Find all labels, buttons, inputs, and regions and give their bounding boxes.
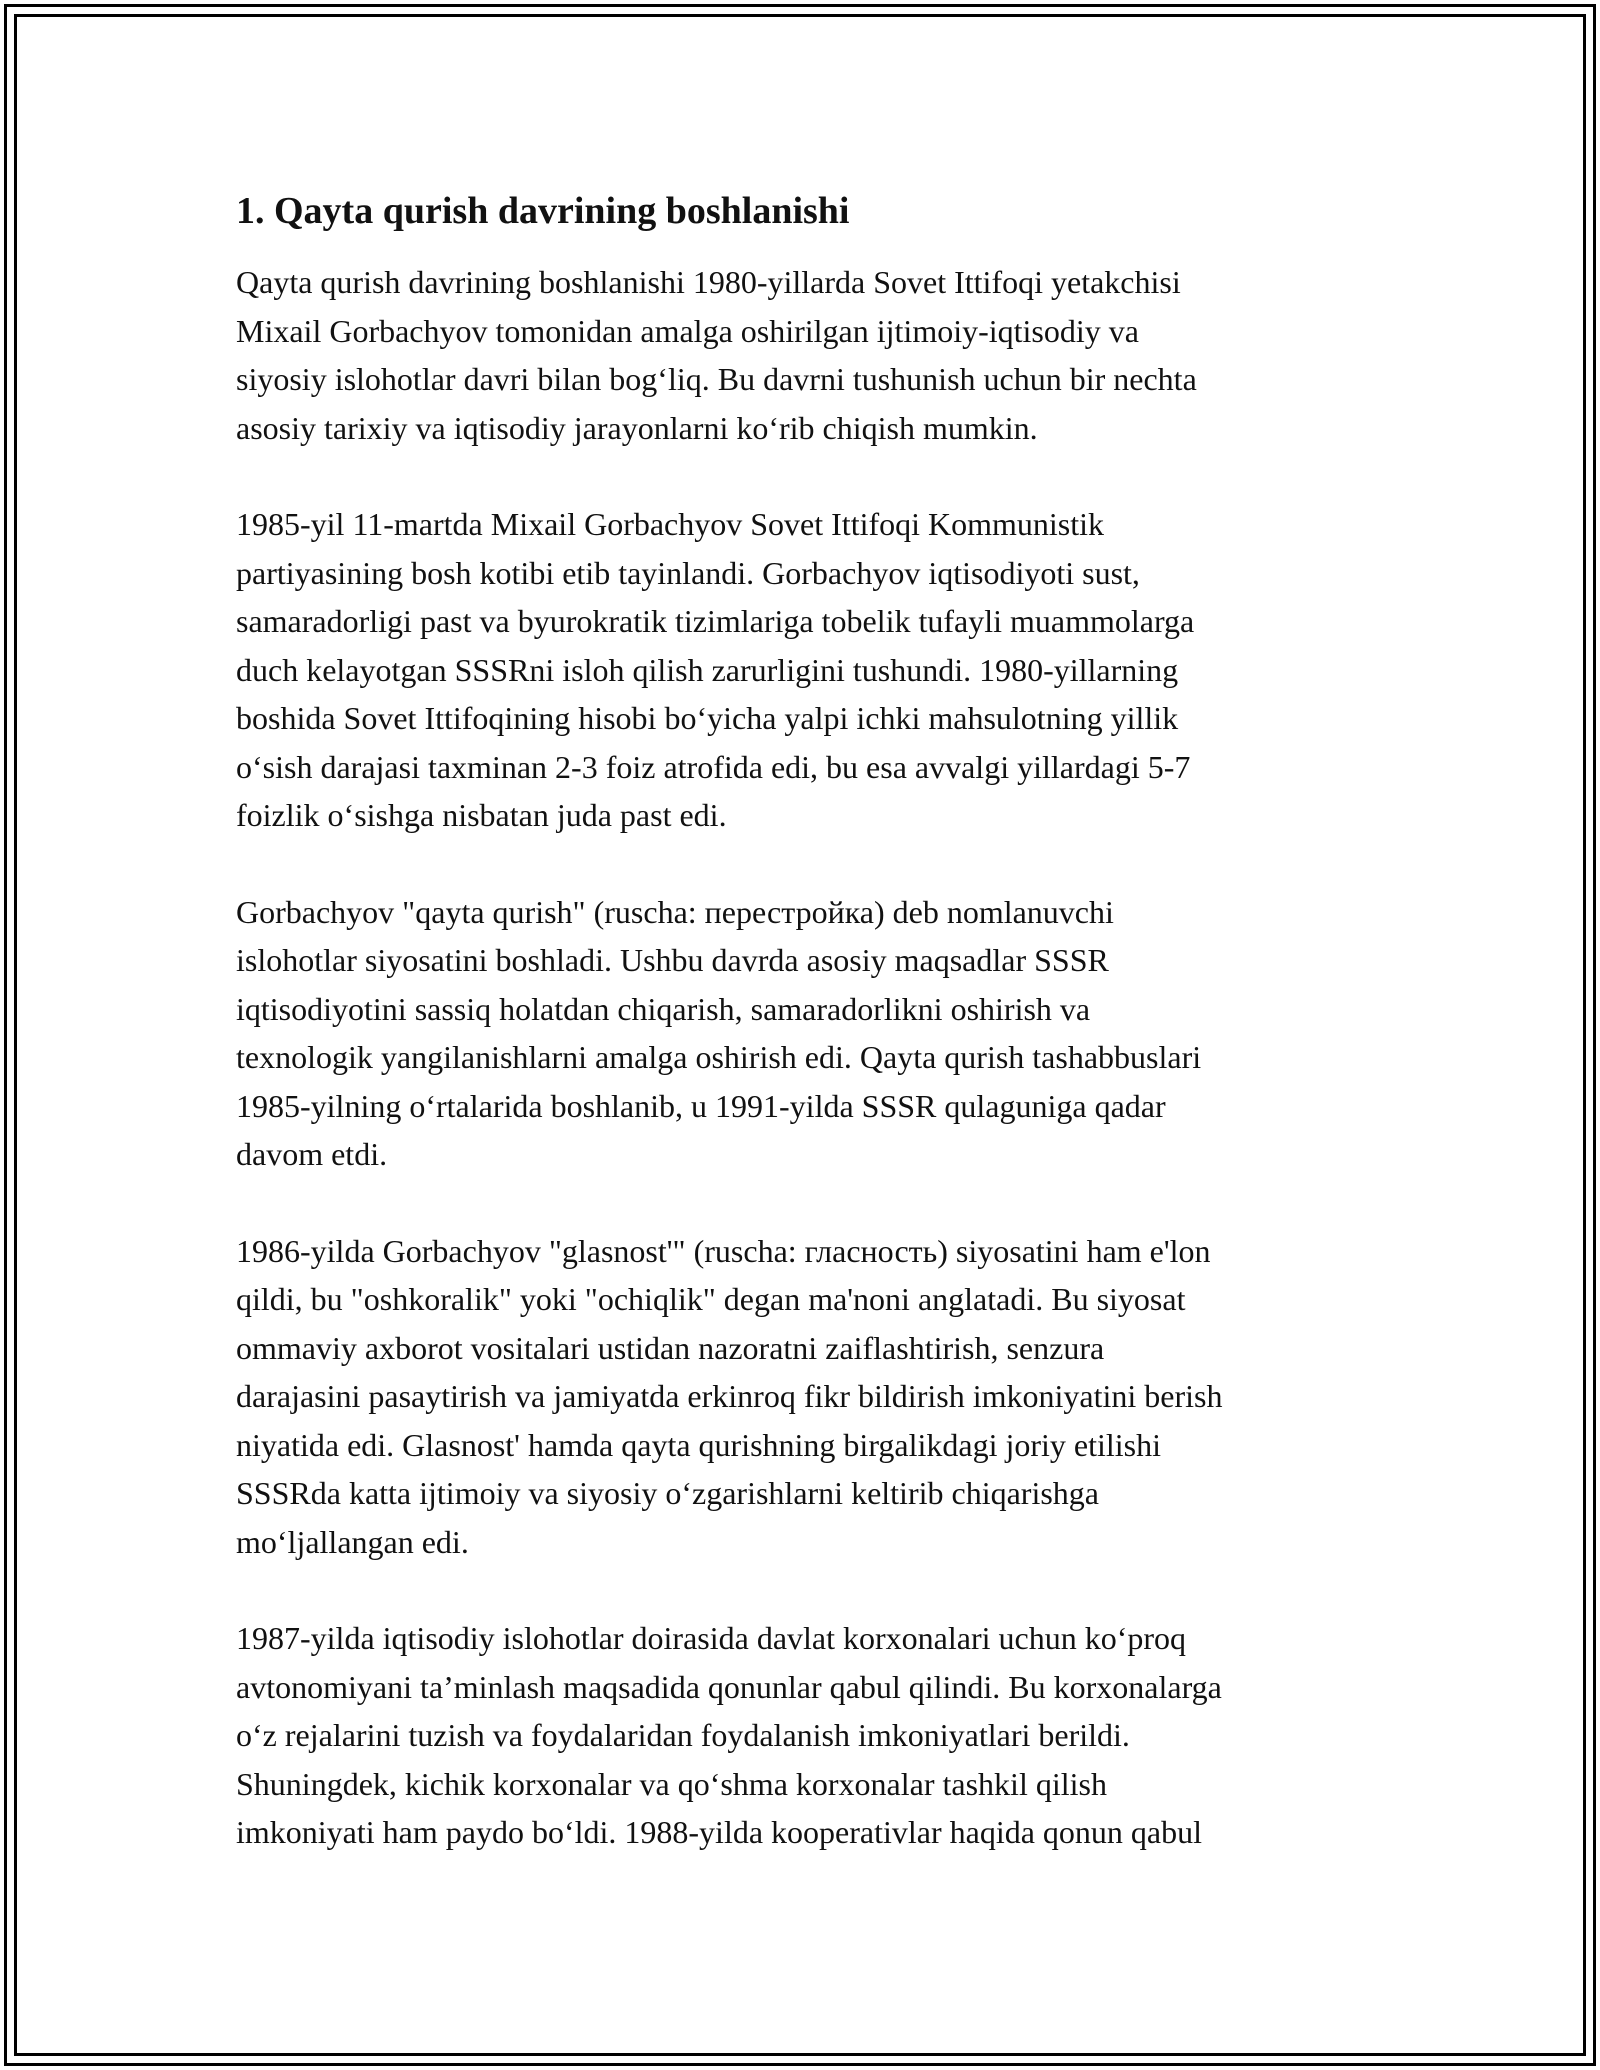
section-heading: 1. Qayta qurish davrining boshlanishi	[236, 190, 850, 232]
paragraph-glasnost: 1986-yilda Gorbachyov "glasnost'" (ruscha: гласность) siyosatini ham e'lon qildi, bu "oshkoralik" yoki "ochiqlik" degan ma'noni anglatadi. Bu siyosat ommaviy axborot vositalari ustidan nazoratni zaiflashtirish, senzura darajasini pasaytirish va jamiyatda erkinroq fikr bildirish imkoniyatini berish niyatida edi. Glasnost' hamda qayta qurishning birgalikdagi joriy etilishi SSSRda katta ijtimoiy va siyosiy o‘zgarishlarni keltirib chiqarishga mo‘ljallangan edi.	[236, 1232, 1223, 1560]
paragraph-perestroika: Gorbachyov "qayta qurish" (ruscha: перестройка) deb nomlanuvchi islohotlar siyosatini boshladi. Ushbu davrda asosiy maqsadlar SSSR iqtisodiyotini sassiq holatdan chiqarish, samaradorlikni oshirish va texnologik yangilanishlarni amalga oshirish edi. Qayta qurish tashabbuslari 1985-yilning o‘rtalarida boshlanib, u 1991-yilda SSSR qulaguniga qadar davom etdi.	[236, 893, 1202, 1172]
document-body	[236, 186, 1386, 1905]
paragraph-1985: 1985-yil 11-martda Mixail Gorbachyov Sovet Ittifoqi Kommunistik partiyasining bosh kotibi etib tayinlandi. Gorbachyov iqtisodiyoti sust, samaradorligi past va byurokratik tizimlariga tobelik tufayli muammolarga duch kelayotgan SSSRni isloh qilish zarurligini tushundi. 1980-yillarning boshida Sovet Ittifoqining hisobi bo‘yicha yalpi ichki mahsulotning yillik o‘sish darajasi taxminan 2-3 foiz atrofida edi, bu esa avvalgi yillardagi 5-7 foizlik o‘sishga nisbatan juda past edi.	[236, 506, 1195, 833]
paragraph-1987: 1987-yilda iqtisodiy islohotlar doirasida davlat korxonalari uchun ko‘proq avtonomiyani ta’minlash maqsadida qonunlar qabul qilindi. Bu korxonalarga o‘z rejalarini tuzish va foydalaridan foydalanish imkoniyatlari berildi. Shuningdek, kichik korxonalar va qo‘shma korxonalar tashkil qilish imkoniyati ham paydo bo‘ldi. 1988-yilda kooperativlar haqida qonun qabul	[236, 1620, 1222, 1850]
paragraph-intro: Qayta qurish davrining boshlanishi 1980-yillarda Sovet Ittifoqi yetakchisi Mixail Gorbachyov tomonidan amalga oshirilgan ijtimoiy-iqtisodiy va siyosiy islohotlar davri bilan bog‘liq. Bu davrni tushunish uchun bir nechta asosiy tarixiy va iqtisodiy jarayonlarni ko‘rib chiqish mumkin.	[236, 264, 1197, 446]
